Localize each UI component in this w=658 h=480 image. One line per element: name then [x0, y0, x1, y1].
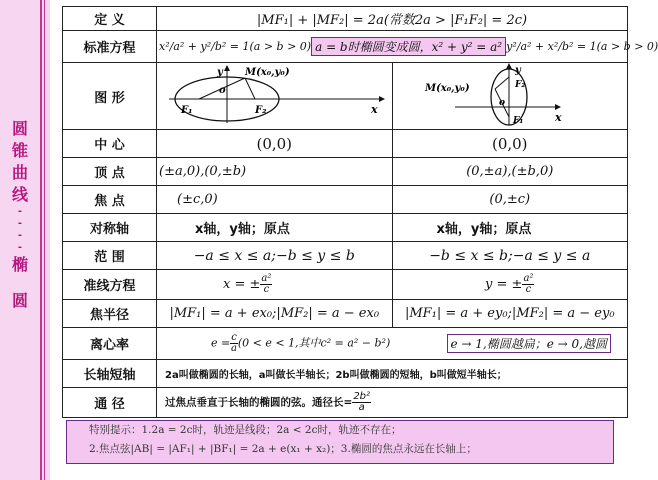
standard-equation-cell [157, 31, 658, 63]
latus-rectum-description: 过焦点垂直于长轴的椭圆的弦。通径长= [165, 396, 353, 409]
focus-f2-label: F₂ [514, 80, 525, 90]
center-left: (0,0) [256, 134, 293, 153]
directrix-left-fraction [260, 274, 272, 295]
standard-eq-horizontal: x²/a² + y²/b² = 1(a > b > 0) [159, 40, 312, 53]
title-char: 圆 [11, 291, 28, 310]
header-graph: 图 形 [63, 63, 157, 130]
focus-f1-label: F₁ [181, 105, 193, 116]
directrix-left [157, 270, 393, 300]
ellipse-property-table [62, 6, 658, 418]
title-dash: - [17, 206, 23, 217]
header-vertex: 顶 点 [63, 158, 157, 186]
fraction-denominator: a [231, 343, 238, 354]
standard-eq-vertical: y²/a² + x²/b² = 1(a > b > 0) [506, 40, 658, 53]
title-dash: - [17, 218, 23, 229]
point-label: M(x₀,y₀) [245, 67, 290, 78]
focal-line-f2 [245, 78, 255, 99]
header-symmetry: 对称轴 [63, 214, 157, 242]
title-char: 椭 [11, 255, 28, 274]
title-char: 锥 [11, 141, 28, 160]
row-range [63, 242, 628, 270]
header-standard-equation: 标准方程 [63, 31, 157, 63]
x-axis-label: x [554, 111, 562, 124]
title-char: 圆 [11, 119, 28, 138]
fraction-numerator: a² [261, 273, 272, 284]
title-dash: - [17, 230, 23, 241]
latus-rectum-fraction [352, 392, 371, 413]
fraction-numerator: c [231, 332, 237, 343]
fraction-numerator: 2b² [353, 391, 371, 402]
sidebar [0, 0, 50, 480]
header-latus-rectum: 通 径 [63, 388, 157, 418]
definition-formula: |MF₁| + |MF₂| = 2a(常数2a > |F₁F₂| = 2c) [157, 7, 628, 31]
x-axis-arrow [555, 104, 561, 110]
y-axis-label: y [514, 65, 521, 76]
horizontal-ellipse-graph [159, 63, 393, 125]
y-axis-arrow [224, 65, 230, 71]
title-char: 线 [11, 185, 28, 204]
point-label: M(x₀,y₀) [424, 83, 470, 94]
sidebar-divider-thin [44, 0, 45, 480]
eccentricity-prefix: e = [211, 336, 231, 350]
vertex-left: (±a,0),(0,±b) [157, 158, 393, 186]
row-latus-rectum [63, 388, 628, 418]
fraction-denominator: c [263, 284, 270, 295]
focal-radius-right: |MF₁| = a + ey₀;|MF₂| = a − ey₀ [392, 300, 628, 328]
header-axes: 长轴短轴 [63, 360, 157, 388]
graph-vertical-cell [392, 63, 628, 130]
center-right-cell [392, 130, 628, 158]
row-definition [63, 7, 628, 31]
eccentricity-note: e → 1,椭圆越扁；e → 0,越圆 [447, 334, 611, 353]
range-right: −b ≤ x ≤ b;−a ≤ y ≤ a [392, 242, 628, 270]
tip-line-2: 2.焦点弦|AB| = |AF₁| + |BF₁| = 2a + e(x₁ + x₂)；3.椭圆的焦点永远在长轴上； [89, 443, 477, 455]
row-axes [63, 360, 628, 388]
row-vertex [63, 158, 628, 186]
circle-special-case-note: a = b时椭圆变成圆，x² + y² = a² [311, 37, 506, 56]
symmetry-left: x轴，y轴；原点 [157, 214, 393, 242]
row-graph [63, 63, 628, 130]
vertical-ellipse-graph [395, 63, 626, 125]
origin-label: o [498, 98, 505, 108]
directrix-right-prefix: y = ± [485, 277, 523, 292]
focus-left: (±c,0) [157, 186, 393, 214]
eccentricity-formula [211, 333, 390, 354]
x-axis-label: x [371, 103, 378, 116]
row-focal-radius [63, 300, 628, 328]
y-axis-arrow [506, 63, 512, 69]
focus-f2-label: F₂ [255, 105, 267, 116]
eccentricity-fraction [230, 333, 238, 354]
header-focal-radius: 焦半径 [63, 300, 157, 328]
focal-line-f2 [495, 77, 509, 89]
fraction-denominator: c [525, 284, 532, 295]
header-directrix: 准线方程 [63, 270, 157, 300]
latus-rectum-cell [157, 388, 628, 418]
eccentricity-cell [157, 328, 628, 360]
special-tip-box [66, 420, 614, 464]
axes-description: 2a叫做椭圆的长轴，a叫做长半轴长；2b叫做椭圆的短轴，b叫做短半轴长； [157, 360, 628, 388]
row-eccentricity [63, 328, 628, 360]
tip-line-1: 特别提示：1.2a = 2c时，轨迹是线段；2a < 2c时，轨迹不存在； [89, 424, 402, 436]
range-left: −a ≤ x ≤ a;−b ≤ y ≤ b [157, 242, 393, 270]
eccentricity-condition: (0 < e < 1,其中c² = a² − b²) [237, 336, 391, 350]
center-right: (0,0) [491, 134, 528, 153]
row-symmetry [63, 214, 628, 242]
directrix-right [392, 270, 628, 300]
y-axis-label: y [217, 67, 223, 78]
header-center: 中 心 [63, 130, 157, 158]
focus-right: (0,±c) [392, 186, 628, 214]
focus-f1-label: F₁ [512, 116, 523, 126]
header-focus: 焦 点 [63, 186, 157, 214]
header-definition: 定 义 [63, 7, 157, 31]
origin-label: o [219, 85, 226, 96]
graph-horizontal-cell [157, 63, 393, 130]
row-focus [63, 186, 628, 214]
focal-radius-left: |MF₁| = a + ex₀;|MF₂| = a − ex₀ [157, 300, 393, 328]
vertex-right: (0,±a),(±b,0) [392, 158, 628, 186]
header-range: 范 围 [63, 242, 157, 270]
fraction-numerator: a² [523, 273, 534, 284]
row-directrix [63, 270, 628, 300]
directrix-right-fraction [522, 274, 534, 295]
directrix-left-prefix: x = ± [223, 277, 261, 292]
title-char: 曲 [11, 163, 28, 182]
fraction-denominator: a [358, 402, 365, 413]
sidebar-divider [40, 0, 42, 480]
symmetry-right: x轴，y轴；原点 [392, 214, 628, 242]
x-axis-arrow [379, 96, 385, 102]
header-eccentricity: 离心率 [63, 328, 157, 360]
row-standard-equation [63, 31, 628, 63]
title-dash: - [17, 242, 23, 253]
vertical-title [8, 118, 32, 312]
center-left-cell [157, 130, 393, 158]
row-center [63, 130, 628, 158]
